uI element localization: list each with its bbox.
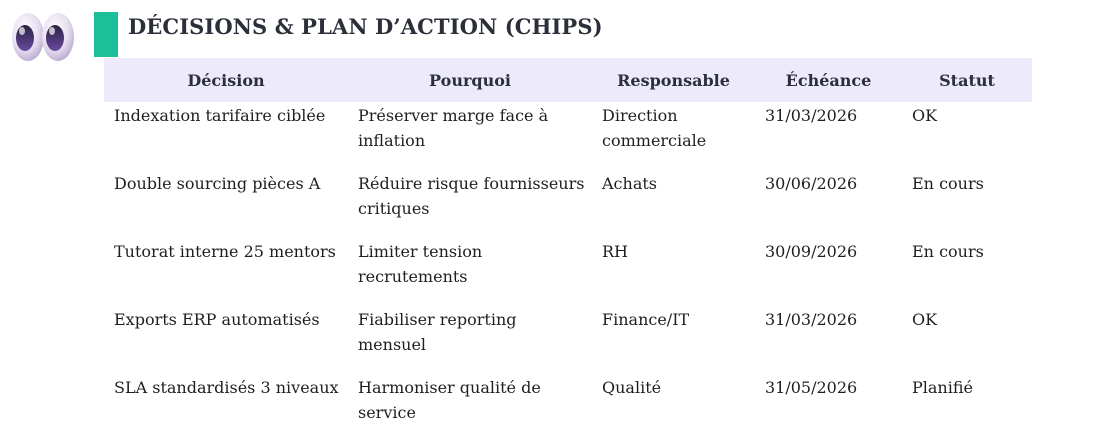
cell-echeance: 31/03/2026 <box>765 106 858 125</box>
page-title: DÉCISIONS & PLAN D’ACTION (CHIPS) <box>128 14 603 39</box>
column-header-statut: Statut <box>939 70 995 90</box>
table-row <box>104 306 1032 374</box>
column-header-echeance: Échéance <box>785 70 872 90</box>
cell-echeance: 30/09/2026 <box>765 242 858 261</box>
column-header-pourquoi: Pourquoi <box>429 70 511 90</box>
column-header-responsable: Responsable <box>617 70 730 90</box>
cell-echeance: 31/05/2026 <box>765 378 858 397</box>
table-row <box>104 170 1032 238</box>
cell-decision: Exports ERP automatisés <box>114 310 320 329</box>
table-header-row <box>104 58 1032 102</box>
table-row <box>104 374 1032 442</box>
cell-statut: OK <box>912 310 938 329</box>
cell-responsable: Qualité <box>602 378 662 397</box>
cell-pourquoi: Réduire risque fournisseurs critiques <box>358 174 585 218</box>
cell-decision: Tutorat interne 25 mentors <box>114 242 336 261</box>
column-header-decision: Décision <box>187 70 265 90</box>
cell-decision: Indexation tarifaire ciblée <box>114 106 326 125</box>
cell-echeance: 30/06/2026 <box>765 174 858 193</box>
cell-decision: Double sourcing pièces A <box>114 174 321 193</box>
cell-responsable: Achats <box>602 174 657 193</box>
cell-responsable: RH <box>602 242 628 261</box>
cell-statut: OK <box>912 106 938 125</box>
cell-statut: Planifié <box>912 378 973 397</box>
cell-statut: En cours <box>912 174 984 193</box>
cell-pourquoi: Fiabiliser reporting mensuel <box>358 310 517 354</box>
cell-statut: En cours <box>912 242 984 261</box>
cell-pourquoi: Préserver marge face à inflation <box>358 106 549 150</box>
eyes-icon <box>10 11 76 63</box>
cell-pourquoi: Limiter tension recrutements <box>358 242 483 286</box>
title-accent-bar <box>94 12 118 57</box>
cell-decision: SLA standardisés 3 niveaux <box>114 378 339 397</box>
decisions-table <box>104 58 1032 442</box>
table-row <box>104 238 1032 306</box>
cell-responsable: Finance/IT <box>602 310 690 329</box>
table-row <box>104 102 1032 170</box>
cell-pourquoi: Harmoniser qualité de service <box>358 378 541 422</box>
cell-echeance: 31/03/2026 <box>765 310 858 329</box>
cell-responsable: Direction commerciale <box>602 106 707 150</box>
